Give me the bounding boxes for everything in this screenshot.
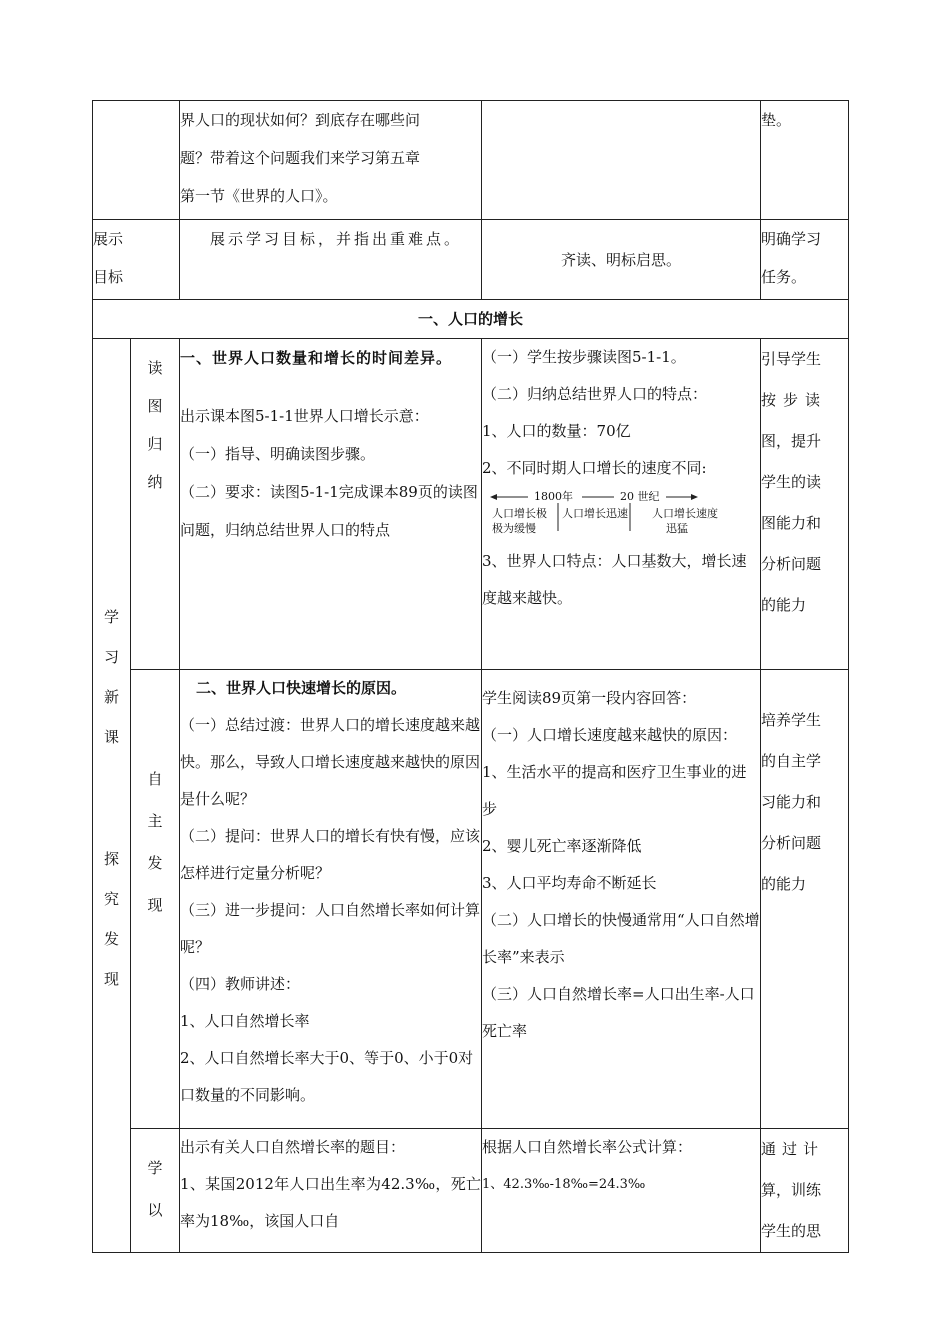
- intro-purpose: 垫。: [761, 111, 792, 129]
- intro-line: 第一节《世界的人口》。: [180, 187, 338, 205]
- apply-teacher-cell: [180, 1129, 482, 1253]
- find-teacher-line: （一）总结过渡：世界人口的增长速度越来越快。那么，导致人口增长速度越来越快的原因是什么呢？: [180, 716, 481, 808]
- read-teacher-line: （二）要求：读图5-1-1完成课本89页的读图问题，归纳总结世界人口的特点: [180, 483, 478, 539]
- read-student-line: 3、世界人口特点：人口基数大，增长速度越来越快。: [482, 552, 747, 607]
- intro-content-cell: [180, 101, 482, 220]
- diagram-seg1-line2: 极为缓慢: [492, 522, 536, 535]
- intro-student-cell: [482, 101, 761, 220]
- read-row: [93, 339, 849, 670]
- goal-purpose-line: 明确学习: [761, 230, 822, 248]
- read-purpose-cell: [761, 339, 849, 670]
- intro-label-cell: [93, 101, 180, 220]
- find-teacher-line: （四）教师讲述：: [180, 975, 301, 993]
- goal-teacher-cell: [180, 220, 482, 300]
- find-teacher-line: 1、人口自然增长率: [180, 1012, 310, 1030]
- activity-char: 现: [147, 896, 163, 914]
- find-teacher-line: （三）进一步提问：人口自然增长率如何计算呢？: [180, 901, 481, 956]
- activity-char: 读: [147, 359, 163, 377]
- purpose-line: 按步读: [761, 391, 828, 409]
- apply-teacher-line: 出示有关人口自然增长率的题目：: [180, 1138, 406, 1156]
- goal-student-cell: [482, 220, 761, 300]
- activity-char: 图: [147, 397, 163, 415]
- diagram-seg3-line2: 迅猛: [666, 522, 688, 535]
- apply-student-line: 根据人口自然增长率公式计算：: [482, 1138, 693, 1156]
- find-student-line: 学生阅读89页第一段内容回答：: [482, 689, 697, 707]
- read-teacher-heading: 一、世界人口数量和增长的时间差异。: [180, 349, 453, 367]
- activity-char: 主: [147, 812, 163, 830]
- diagram-1800: 1800年: [534, 490, 573, 503]
- intro-line: 题？带着这个问题我们来学习第五章: [180, 149, 421, 167]
- purpose-line: 习能力和: [761, 793, 822, 811]
- stage-char: 习: [103, 648, 119, 666]
- stage-char: 现: [103, 970, 119, 988]
- find-student-line: 3、人口平均寿命不断延长: [482, 874, 657, 892]
- goal-label-line: 展示: [93, 230, 124, 248]
- goal-row: [93, 220, 849, 300]
- purpose-line: 学生的思: [761, 1222, 822, 1240]
- find-teacher-cell: [180, 670, 482, 1129]
- goal-label-line: 目标: [93, 268, 124, 286]
- read-student-line: （一）学生按步骤读图5-1-1。: [482, 348, 686, 366]
- read-student-line: （二）归纳总结世界人口的特点：: [482, 385, 708, 403]
- purpose-line: 图能力和: [761, 514, 822, 532]
- goal-purpose-cell: [761, 220, 849, 300]
- activity-char: 纳: [147, 473, 163, 491]
- purpose-line: 图，提升: [761, 432, 822, 450]
- find-activity-cell: [131, 670, 180, 1129]
- population-growth-diagram: [490, 489, 730, 539]
- stage-char: 探: [103, 850, 119, 868]
- stage-char: 新: [103, 688, 119, 706]
- find-teacher-line: （二）提问：世界人口的增长有快有慢，应该怎样进行定量分析呢？: [180, 827, 481, 882]
- stage-char: 学: [103, 608, 119, 626]
- read-activity-cell: [131, 339, 180, 670]
- diagram-seg3-line1: 人口增长速度: [652, 507, 718, 520]
- goal-label-cell: [93, 220, 180, 300]
- purpose-line: 算，训练: [761, 1181, 822, 1199]
- stage-char: 发: [103, 930, 119, 948]
- diagram-seg2: 人口增长迅速: [562, 507, 628, 520]
- diagram-20th-century: 20 世纪: [620, 490, 660, 503]
- intro-purpose-cell: [761, 101, 849, 220]
- activity-char: 发: [147, 854, 163, 872]
- purpose-line: 培养学生: [761, 711, 822, 729]
- section-row: [93, 300, 849, 339]
- find-student-line: 2、婴儿死亡率逐渐降低: [482, 837, 642, 855]
- activity-char: 归: [147, 435, 163, 453]
- apply-teacher-line: 1、某国2012年人口出生率为42.3‰，死亡率为18‰，该国人口自: [180, 1175, 481, 1230]
- purpose-line: 的能力: [761, 596, 807, 614]
- activity-char: 学: [147, 1159, 163, 1177]
- purpose-line: 的能力: [761, 875, 807, 893]
- read-teacher-line: 出示课本图5-1-1世界人口增长示意：: [180, 407, 429, 425]
- stage-char: 课: [103, 728, 119, 746]
- section-title: 一、人口的增长: [93, 300, 849, 339]
- find-student-line: （三）人口自然增长率=人口出生率-人口死亡率: [482, 985, 755, 1040]
- find-teacher-heading: 二、世界人口快速增长的原因。: [196, 679, 407, 697]
- lesson-plan-table: [92, 100, 849, 1253]
- apply-purpose-cell: [761, 1129, 849, 1253]
- goal-student-text: 齐读、明标启思。: [560, 250, 681, 269]
- find-student-cell: [482, 670, 761, 1129]
- activity-char: 自: [147, 770, 163, 788]
- read-student-cell: [482, 339, 761, 670]
- intro-line: 界人口的现状如何？到底存在哪些问: [180, 111, 421, 129]
- apply-student-line: 1、42.3‰-18‰=24.3‰: [482, 1177, 646, 1192]
- goal-purpose-line: 任务。: [761, 268, 807, 286]
- purpose-line: 学生的读: [761, 473, 822, 491]
- apply-row: [93, 1129, 849, 1253]
- purpose-line: 的自主学: [761, 752, 822, 770]
- find-purpose-cell: [761, 670, 849, 1129]
- read-student-line: 2、不同时期人口增长的速度不同:: [482, 459, 707, 477]
- activity-char: 以: [147, 1201, 163, 1219]
- diagram-seg1-line1: 人口增长极: [492, 507, 547, 520]
- find-student-line: （一）人口增长速度越来越快的原因：: [482, 726, 738, 744]
- purpose-line: 分析问题: [761, 834, 822, 852]
- find-row: [93, 670, 849, 1129]
- spacer: [180, 377, 481, 397]
- apply-activity-cell: [131, 1129, 180, 1253]
- purpose-line: 引导学生: [761, 350, 822, 368]
- purpose-line: 分析问题: [761, 555, 822, 573]
- purpose-line: 通过计: [761, 1140, 825, 1158]
- goal-teacher-text: 展示学习目标，并指出重难点。: [210, 230, 463, 248]
- read-teacher-line: （一）指导、明确读图步骤。: [180, 445, 376, 463]
- find-teacher-line: 2、人口自然增长率大于0、等于0、小于0对口数量的不同影响。: [180, 1049, 474, 1104]
- stage-label-cell: [93, 339, 131, 1253]
- apply-student-cell: [482, 1129, 761, 1253]
- read-teacher-cell: [180, 339, 482, 670]
- intro-row: [93, 101, 849, 220]
- read-student-line: 1、人口的数量：70亿: [482, 422, 631, 440]
- find-student-line: 1、生活水平的提高和医疗卫生事业的进步: [482, 763, 747, 818]
- stage-char: 究: [103, 890, 119, 908]
- stage-gap: [93, 757, 130, 839]
- find-student-line: （二）人口增长的快慢通常用“人口自然增长率”来表示: [482, 911, 760, 966]
